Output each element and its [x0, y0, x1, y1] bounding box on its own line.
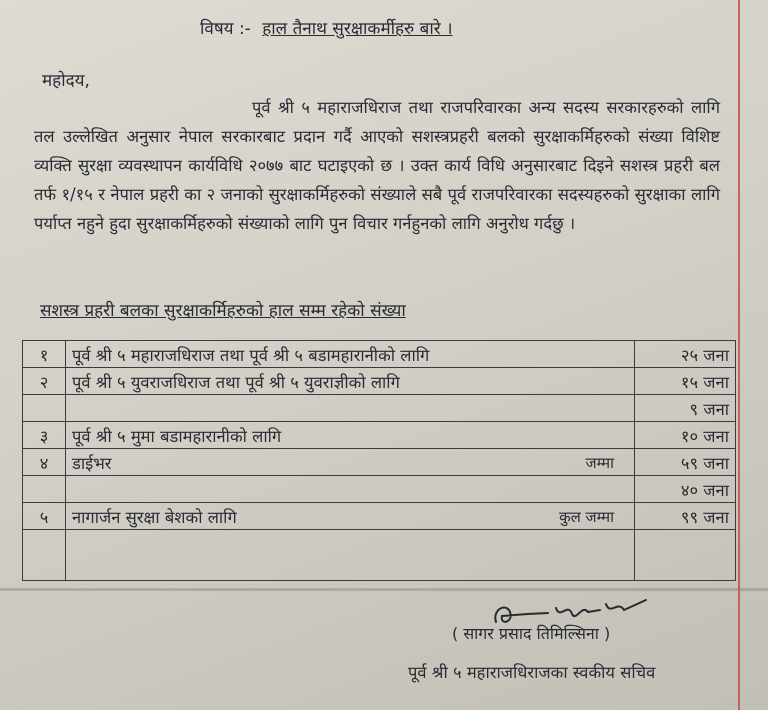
section-heading: सशस्त्र प्रहरी बलका सुरक्षाकर्मिहरुको हाल सम्म रहेको संख्या — [40, 301, 406, 321]
salutation: महोदय, — [42, 71, 90, 91]
row-count: ९९ जना — [635, 503, 736, 530]
subject-label: विषय :- — [200, 19, 251, 39]
row-count — [635, 530, 736, 581]
row-description: पूर्व श्री ५ महाराजधिराज तथा पूर्व श्री ५ बडामहारानीको लागि — [66, 341, 635, 368]
row-description: नागार्जन सुरक्षा बेशको लागि कुल जम्मा — [66, 503, 635, 530]
row-count: २५ जना — [635, 341, 736, 368]
grand-total-label: कुल जम्मा — [559, 508, 614, 526]
signer-title: पूर्व श्री ५ महाराजधिराजका स्वकीय सचिव — [408, 663, 656, 682]
body-text: पूर्व श्री ५ महाराजधिराज तथा राजपरिवारका अन्य सदस्य सरकारहरुको लागि तल उल्लेखित अनुसार नेपाल सरकारबाट प्रदान गर्दै आएको सशस्त्रप्रहरी बलको सुरक्षाकर्मिहरुको संख्या विशिष्ट व्यक्ति सुरक्षा व्यवस्थापन कार्यविधि २०७७ बाट घटाइएको छ । उक्त कार्य विधि अनुसारबाट दिइने सशस्त्र प्रहरी बल तर्फ १/१५ र नेपाल प्रहरी का २ जनाको सुरक्षाकर्मिहरुको संख्याले सबै पूर्व राजपरिवारका सदस्यहरुको सुरक्षाका लागि पर्याप्त नहुने हुदा सुरक्षाकर्मिहरुको संख्याको लागि पुन विचार गर्नहुनको लागि अनुरोध गर्दछु । — [34, 98, 720, 233]
table-row-empty — [23, 530, 736, 581]
table-row — [23, 395, 736, 422]
row-description — [66, 530, 635, 581]
row-number: ३ — [23, 422, 66, 449]
row-count: १५ जना — [635, 368, 736, 395]
signer-name: ( सागर प्रसाद तिमिल्सिना ) — [452, 624, 611, 643]
row-count: ५९ जना — [635, 449, 736, 476]
table-row — [23, 422, 736, 449]
paper-fold — [0, 588, 768, 591]
row-number: १ — [23, 341, 66, 368]
row-description: पूर्व श्री ५ युवराजधिराज तथा पूर्व श्री ५ युवराज्ञीको लागि — [66, 368, 635, 395]
red-margin-line — [738, 0, 740, 710]
row-description: डाईभर जम्मा — [66, 449, 635, 476]
body-paragraph — [34, 93, 720, 238]
subject-text: हाल तैनाथ सुरक्षाकर्मीहरु बारे । — [262, 19, 453, 39]
row-count: ४० जना — [635, 476, 736, 503]
row-description — [66, 395, 635, 422]
row-number: २ — [23, 368, 66, 395]
personnel-table — [22, 340, 736, 581]
row-number: ५ — [23, 503, 66, 530]
table-row — [23, 341, 736, 368]
subtotal-label: जम्मा — [585, 454, 614, 472]
row-number — [23, 530, 66, 581]
row-count: १० जना — [635, 422, 736, 449]
table-row — [23, 449, 736, 476]
row-count: ९ जना — [635, 395, 736, 422]
table-row — [23, 476, 736, 503]
table-row — [23, 368, 736, 395]
subject-line — [200, 16, 453, 39]
row-number — [23, 395, 66, 422]
row-description: पूर्व श्री ५ मुमा बडामहारानीको लागि — [66, 422, 635, 449]
table-row — [23, 503, 736, 530]
row-description — [66, 476, 635, 503]
row-number — [23, 476, 66, 503]
row-number: ४ — [23, 449, 66, 476]
